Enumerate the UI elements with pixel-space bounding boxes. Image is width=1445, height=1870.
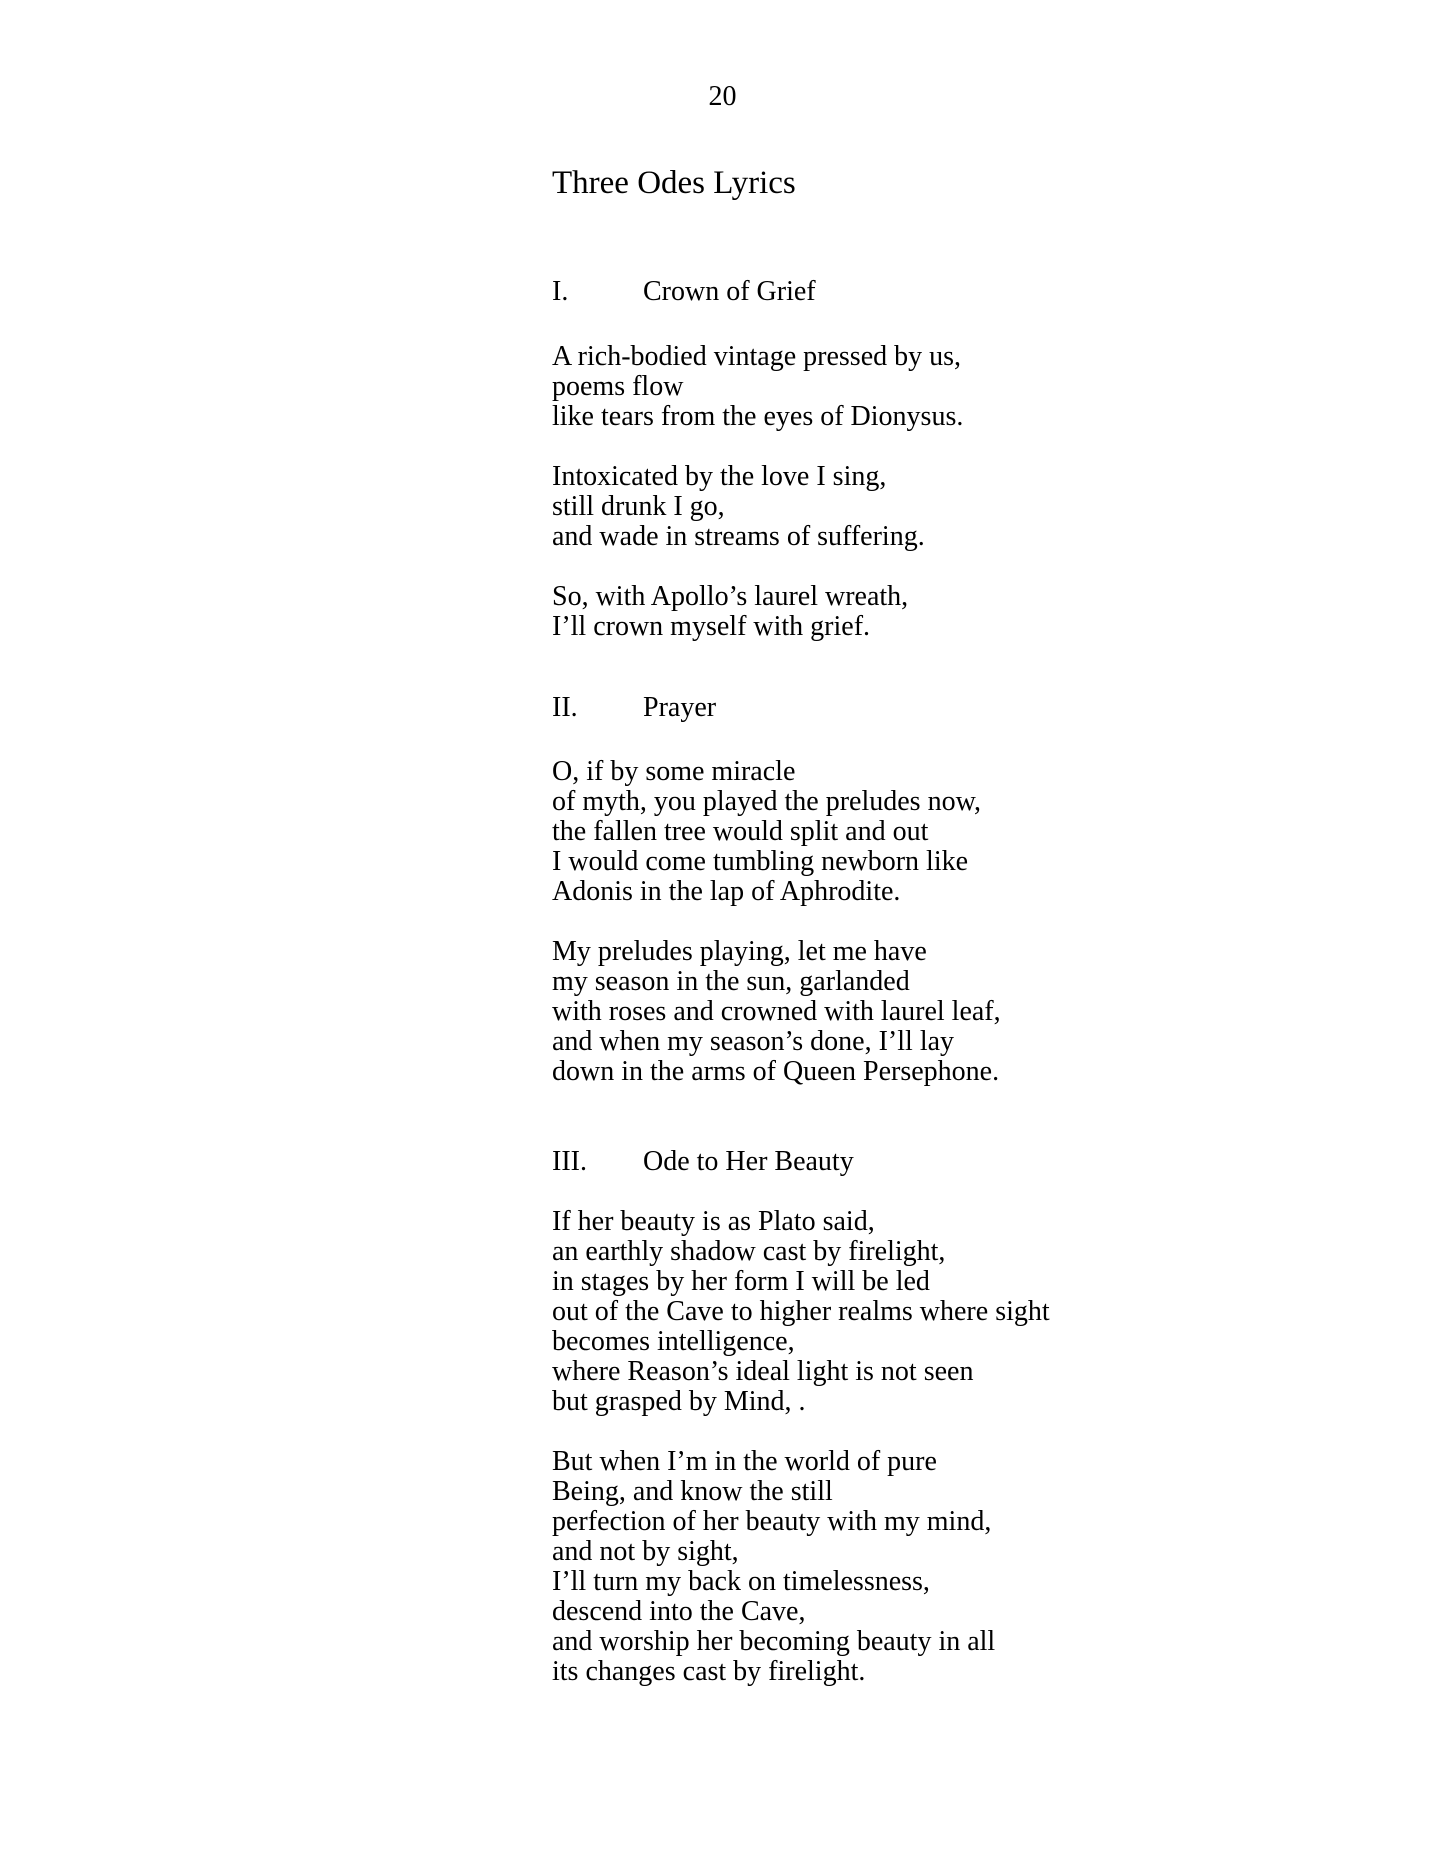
poem-line: I would come tumbling newborn like <box>552 846 969 877</box>
section-heading: Ode to Her Beauty <box>643 1146 854 1177</box>
section-heading-row <box>552 1147 854 1177</box>
poem-line: my season in the sun, garlanded <box>552 966 910 997</box>
poem-line: So, with Apollo’s laurel wreath, <box>552 581 909 612</box>
stanza <box>552 342 963 432</box>
poem-line: perfection of her beauty with my mind, <box>552 1506 992 1537</box>
poem-line: out of the Cave to higher realms where sight <box>552 1296 1050 1327</box>
section-heading-row <box>552 693 716 723</box>
poem-line: Intoxicated by the love I sing, <box>552 461 887 492</box>
poem-line: in stages by her form I will be led <box>552 1266 930 1297</box>
section-heading-row <box>552 277 816 307</box>
poem-line: like tears from the eyes of Dionysus. <box>552 401 964 432</box>
section-heading: Crown of Grief <box>643 276 816 307</box>
stanza <box>552 582 908 642</box>
poem-line: still drunk I go, <box>552 491 725 522</box>
poem-line: where Reason’s ideal light is not seen <box>552 1356 974 1387</box>
poem-line: and wade in streams of suffering. <box>552 521 925 552</box>
page-number: 20 <box>708 81 737 112</box>
poem-line: of myth, you played the preludes now, <box>552 786 981 817</box>
section-numeral: II. <box>552 692 578 723</box>
document-title: Three Odes Lyrics <box>552 165 796 201</box>
section-numeral: III. <box>552 1146 587 1177</box>
poem-line: O, if by some miracle <box>552 756 796 787</box>
poem-line: and not by sight, <box>552 1536 739 1567</box>
stanza <box>552 757 981 907</box>
poem-line: the fallen tree would split and out <box>552 816 929 847</box>
poem-line: its changes cast by firelight. <box>552 1656 866 1687</box>
stanza <box>552 937 1001 1087</box>
poem-line: Being, and know the still <box>552 1476 833 1507</box>
poem-line: down in the arms of Queen Persephone. <box>552 1056 1000 1087</box>
poem-line: with roses and crowned with laurel leaf, <box>552 996 1001 1027</box>
poem-line: Adonis in the lap of Aphrodite. <box>552 876 901 907</box>
poem-line: but grasped by Mind, . <box>552 1386 806 1417</box>
poem-line: I’ll crown myself with grief. <box>552 611 871 642</box>
poem-line: I’ll turn my back on timelessness, <box>552 1566 930 1597</box>
section-numeral: I. <box>552 276 569 307</box>
stanza <box>552 1207 1050 1417</box>
poem-line: But when I’m in the world of pure <box>552 1446 937 1477</box>
poem-line: becomes intelligence, <box>552 1326 795 1357</box>
poem-line: and worship her becoming beauty in all <box>552 1626 996 1657</box>
poem-line: poems flow <box>552 371 684 402</box>
poem-line: an earthly shadow cast by firelight, <box>552 1236 946 1267</box>
poem-line: A rich-bodied vintage pressed by us, <box>552 341 962 372</box>
poem-line: My preludes playing, let me have <box>552 936 927 967</box>
stanza <box>552 1447 995 1687</box>
poem-line: If her beauty is as Plato said, <box>552 1206 875 1237</box>
poem-line: descend into the Cave, <box>552 1596 806 1627</box>
poem-line: and when my season’s done, I’ll lay <box>552 1026 955 1057</box>
section-heading: Prayer <box>643 692 717 723</box>
stanza <box>552 462 925 552</box>
